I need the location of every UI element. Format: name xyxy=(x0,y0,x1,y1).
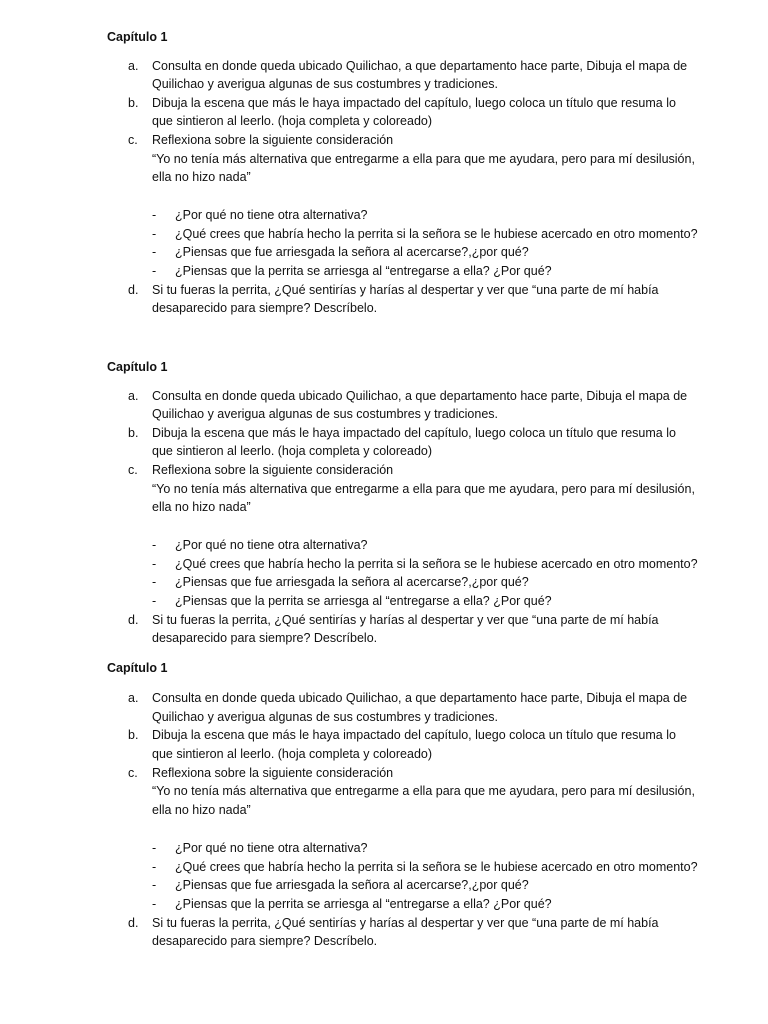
item-b-line: que sintieron al leerlo. (hoja completa y coloreado) xyxy=(152,747,433,761)
item-b-line: que sintieron al leerlo. (hoja completa y coloreado) xyxy=(152,114,433,128)
item-d-line: desaparecido para siempre? Descríbelo. xyxy=(152,934,378,948)
item-d-line: Si tu fueras la perrita, ¿Qué sentirías y harías al despertar y ver que “una parte de mí había xyxy=(152,916,659,930)
item-c-letter: c. xyxy=(128,133,138,147)
item-a-line: Quilichao y averigua algunas de sus costumbres y tradiciones. xyxy=(152,710,499,724)
bullet-question: ¿Piensas que fue arriesgada la señora al acercarse?,¿por qué? xyxy=(175,245,529,259)
chapter-heading: Capítulo 1 xyxy=(107,30,168,44)
item-a-line: Consulta en donde queda ubicado Quilichao, a que departamento hace parte, Dibuja el mapa de xyxy=(152,691,688,705)
bullet-dash: - xyxy=(152,594,157,608)
item-d-line: Si tu fueras la perrita, ¿Qué sentirías y harías al despertar y ver que “una parte de mí había xyxy=(152,613,659,627)
item-c-line: Reflexiona sobre la siguiente consideración xyxy=(152,463,394,477)
item-d-letter: d. xyxy=(128,916,139,930)
item-d-line: desaparecido para siempre? Descríbelo. xyxy=(152,301,378,315)
item-c-line: Reflexiona sobre la siguiente consideración xyxy=(152,766,394,780)
item-b-line: Dibuja la escena que más le haya impactado del capítulo, luego coloca un título que resuma lo xyxy=(152,96,676,110)
item-b-letter: b. xyxy=(128,96,139,110)
item-a-line: Quilichao y averigua algunas de sus costumbres y tradiciones. xyxy=(152,77,499,91)
chapter-heading: Capítulo 1 xyxy=(107,661,168,675)
item-a-line: Quilichao y averigua algunas de sus costumbres y tradiciones. xyxy=(152,407,499,421)
item-c-quote: “Yo no tenía más alternativa que entregarme a ella para que me ayudara, pero para mí desilusión, xyxy=(152,482,695,496)
bullet-dash: - xyxy=(152,245,157,259)
bullet-question: ¿Piensas que fue arriesgada la señora al acercarse?,¿por qué? xyxy=(175,878,529,892)
bullet-dash: - xyxy=(152,227,157,241)
item-d-letter: d. xyxy=(128,283,139,297)
bullet-dash: - xyxy=(152,841,157,855)
bullet-question: ¿Por qué no tiene otra alternativa? xyxy=(175,538,368,552)
item-c-quote: ella no hizo nada” xyxy=(152,803,251,817)
item-c-line: Reflexiona sobre la siguiente consideración xyxy=(152,133,394,147)
item-d-letter: d. xyxy=(128,613,139,627)
bullet-question: ¿Piensas que la perrita se arriesga al “entregarse a ella? ¿Por qué? xyxy=(175,594,552,608)
item-a-letter: a. xyxy=(128,59,139,73)
bullet-question: ¿Piensas que la perrita se arriesga al “entregarse a ella? ¿Por qué? xyxy=(175,897,552,911)
bullet-question: ¿Por qué no tiene otra alternativa? xyxy=(175,841,368,855)
bullet-dash: - xyxy=(152,557,157,571)
item-d-line: desaparecido para siempre? Descríbelo. xyxy=(152,631,378,645)
item-d-line: Si tu fueras la perrita, ¿Qué sentirías y harías al despertar y ver que “una parte de mí había xyxy=(152,283,659,297)
item-a-letter: a. xyxy=(128,389,139,403)
bullet-dash: - xyxy=(152,538,157,552)
bullet-question: ¿Por qué no tiene otra alternativa? xyxy=(175,208,368,222)
chapter-heading: Capítulo 1 xyxy=(107,360,168,374)
item-b-line: Dibuja la escena que más le haya impactado del capítulo, luego coloca un título que resuma lo xyxy=(152,426,676,440)
item-b-line: que sintieron al leerlo. (hoja completa y coloreado) xyxy=(152,444,433,458)
bullet-question: ¿Qué crees que habría hecho la perrita si la señora se le hubiese acercado en otro momento? xyxy=(175,860,698,874)
item-b-line: Dibuja la escena que más le haya impactado del capítulo, luego coloca un título que resuma lo xyxy=(152,728,676,742)
item-b-letter: b. xyxy=(128,426,139,440)
item-c-letter: c. xyxy=(128,463,138,477)
item-c-quote: ella no hizo nada” xyxy=(152,170,251,184)
item-c-quote: “Yo no tenía más alternativa que entregarme a ella para que me ayudara, pero para mí desilusión, xyxy=(152,152,695,166)
item-c-quote: “Yo no tenía más alternativa que entregarme a ella para que me ayudara, pero para mí desilusión, xyxy=(152,784,695,798)
item-a-letter: a. xyxy=(128,691,139,705)
bullet-question: ¿Qué crees que habría hecho la perrita si la señora se le hubiese acercado en otro momento? xyxy=(175,227,698,241)
bullet-dash: - xyxy=(152,860,157,874)
item-a-line: Consulta en donde queda ubicado Quilichao, a que departamento hace parte, Dibuja el mapa de xyxy=(152,59,688,73)
bullet-dash: - xyxy=(152,897,157,911)
item-c-letter: c. xyxy=(128,766,138,780)
bullet-dash: - xyxy=(152,208,157,222)
bullet-dash: - xyxy=(152,575,157,589)
bullet-question: ¿Qué crees que habría hecho la perrita si la señora se le hubiese acercado en otro momento? xyxy=(175,557,698,571)
bullet-question: ¿Piensas que fue arriesgada la señora al acercarse?,¿por qué? xyxy=(175,575,529,589)
item-c-quote: ella no hizo nada” xyxy=(152,500,251,514)
bullet-dash: - xyxy=(152,264,157,278)
bullet-question: ¿Piensas que la perrita se arriesga al “entregarse a ella? ¿Por qué? xyxy=(175,264,552,278)
item-a-line: Consulta en donde queda ubicado Quilichao, a que departamento hace parte, Dibuja el mapa de xyxy=(152,389,688,403)
item-b-letter: b. xyxy=(128,728,139,742)
bullet-dash: - xyxy=(152,878,157,892)
